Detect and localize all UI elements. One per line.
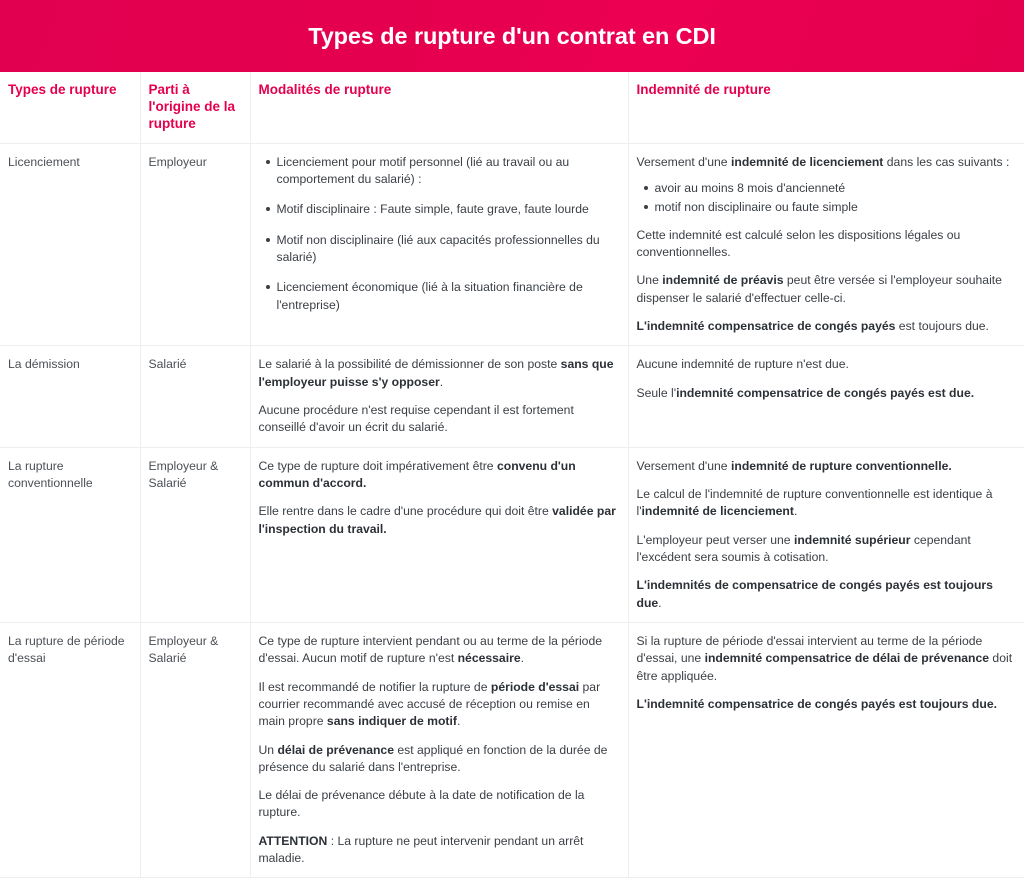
row-modalites-cell	[250, 447, 628, 622]
text-fragment: Il est recommandé de notifier la rupture de	[258, 679, 491, 694]
table-row	[0, 447, 1024, 622]
row-indemnite-cell	[628, 447, 1024, 622]
page-title: Types de rupture d'un contrat en CDI	[308, 22, 716, 49]
text-fragment: Seule l'	[636, 385, 677, 400]
column-header-types: Types de rupture	[0, 72, 140, 143]
text-fragment: .	[793, 504, 798, 519]
row-indemnite-cell	[628, 143, 1024, 346]
text-fragment: est toujours due.	[895, 318, 989, 333]
indemnite-paragraph	[637, 577, 1017, 612]
text-fragment: Une	[636, 273, 663, 288]
text-fragment: cependant l'excédent sera soumis à cotisation.	[636, 532, 971, 564]
modalites-paragraph: Aucune procédure n'est requise cependant il est fortement conseillé d'avoir un écrit du salarié.	[258, 402, 574, 435]
text-fragment: Si la rupture de période d'essai intervient au terme de la période d'essai, une	[636, 633, 983, 666]
column-header-party: Parti à l'origine de la rupture	[140, 72, 250, 143]
row-type-label: La démission	[0, 346, 140, 447]
table-header-row	[0, 72, 1024, 143]
modalites-paragraph	[259, 679, 620, 731]
text-fragment: Elle rentre dans le cadre d'une procédure qui doit être	[258, 504, 553, 519]
list-item: Licenciement économique (lié à la situation financière de l'entreprise)	[277, 279, 620, 314]
text-fragment: Un	[258, 742, 278, 757]
row-party-label: Employeur	[140, 143, 250, 346]
column-header-indemnite: Indemnité de rupture	[628, 72, 1024, 143]
list-item: motif non disciplinaire ou faute simple	[655, 199, 1017, 216]
text-fragment: : La rupture ne peut intervenir pendant un arrêt maladie.	[258, 833, 584, 866]
indemnite-paragraph: Aucune indemnité de rupture n'est due.	[636, 357, 849, 372]
text-emphasis: sans indiquer de motif	[326, 714, 457, 729]
text-fragment: par courrier recommandé avec accusé de réception ou remise en main propre	[258, 679, 601, 729]
text-emphasis: délai de prévenance	[277, 742, 394, 757]
modalites-bullet-list	[259, 154, 620, 314]
modalites-paragraph	[259, 503, 620, 538]
text-fragment: .	[439, 374, 444, 389]
indemnite-paragraph	[637, 532, 1017, 567]
indemnite-paragraph	[637, 458, 1017, 475]
text-emphasis: indemnité de licenciement	[641, 504, 794, 519]
indemnite-intro	[637, 154, 1017, 171]
text-emphasis: L'indemnités de compensatrice de congés payés est toujours due	[636, 578, 993, 610]
text-fragment: doit être appliquée.	[636, 651, 1013, 683]
text-emphasis: indemnité compensatrice de congés payés est due.	[676, 385, 975, 400]
row-party-label: Salarié	[140, 346, 250, 447]
text-emphasis: indemnité de rupture conventionnelle.	[730, 458, 952, 473]
modalites-paragraph	[259, 742, 620, 777]
text-fragment: Ce type de rupture doit impérativement être	[258, 458, 497, 473]
indemnite-paragraph	[637, 385, 1017, 402]
text-fragment: Ce type de rupture intervient pendant ou au terme de la période d'essai. Aucun motif de rupture n'est	[258, 633, 603, 666]
row-type-label: La rupture conventionnelle	[0, 447, 140, 622]
modalites-paragraph	[259, 356, 620, 391]
text-emphasis: L'indemnité compensatrice de congés payés	[636, 318, 896, 333]
text-fragment: Versement d'une	[636, 154, 731, 169]
table-row	[0, 622, 1024, 878]
modalites-paragraph: Le délai de prévenance débute à la date de notification de la rupture.	[258, 788, 585, 820]
indemnite-bullet-list	[637, 180, 1017, 217]
text-fragment: Le calcul de l'indemnité de rupture conventionnelle est identique à l'	[636, 486, 993, 519]
table-header	[0, 72, 1024, 143]
text-fragment: .	[520, 651, 525, 666]
column-header-modalites: Modalités de rupture	[250, 72, 628, 143]
indemnite-paragraph	[637, 318, 1017, 335]
text-fragment: Versement d'une	[636, 458, 731, 473]
list-item: Licenciement pour motif personnel (lié au travail ou au comportement du salarié) :	[277, 154, 620, 189]
indemnite-paragraph	[637, 272, 1017, 307]
text-fragment: L'employeur peut verser une	[636, 532, 794, 547]
list-item: Motif non disciplinaire (lié aux capacités professionnelles du salarié)	[277, 232, 620, 267]
text-emphasis: sans que l'employeur puisse s'y opposer	[258, 357, 614, 389]
row-indemnite-cell	[628, 346, 1024, 447]
row-party-label: Employeur & Salarié	[140, 447, 250, 622]
text-emphasis: convenu d'un commun d'accord.	[258, 458, 576, 490]
text-fragment: peut être versée si l'employeur souhaite dispenser le salarié d'effectuer celle-ci.	[636, 273, 1002, 305]
row-modalites-cell	[250, 346, 628, 447]
table-body	[0, 143, 1024, 878]
text-fragment: Le salarié à la possibilité de démissionner de son poste	[258, 357, 561, 372]
rupture-types-table	[0, 72, 1024, 878]
indemnite-paragraph	[637, 696, 1017, 713]
row-modalites-cell	[250, 622, 628, 878]
text-fragment: .	[456, 714, 461, 729]
list-item: Motif disciplinaire : Faute simple, faute grave, faute lourde	[277, 201, 620, 218]
text-emphasis: nécessaire	[457, 651, 521, 666]
row-type-label: Licenciement	[0, 143, 140, 346]
text-fragment: est appliqué en fonction de la durée de présence du salarié dans l'entreprise.	[258, 742, 608, 774]
row-party-label: Employeur & Salarié	[140, 622, 250, 878]
table-row	[0, 346, 1024, 447]
text-emphasis: indemnité de préavis	[662, 273, 784, 288]
text-fragment: .	[658, 595, 662, 610]
indemnite-paragraph	[637, 486, 1017, 521]
row-indemnite-cell	[628, 622, 1024, 878]
list-item: avoir au moins 8 mois d'ancienneté	[655, 180, 1017, 197]
table-row	[0, 143, 1024, 346]
indemnite-paragraph	[637, 633, 1017, 685]
page-banner	[0, 0, 1024, 72]
text-emphasis: indemnité compensatrice de délai de prévenance	[704, 651, 990, 666]
text-emphasis: indemnité de licenciement	[730, 154, 884, 169]
text-emphasis: période d'essai	[490, 679, 580, 694]
modalites-attention	[259, 833, 620, 868]
modalites-paragraph	[259, 633, 620, 668]
text-emphasis: L'indemnité compensatrice de congés payés est toujours due.	[636, 696, 997, 711]
row-modalites-cell	[250, 143, 628, 346]
text-emphasis: validée par l'inspection du travail.	[258, 504, 616, 536]
text-fragment: dans les cas suivants :	[883, 154, 1010, 169]
text-emphasis: indemnité supérieur	[793, 532, 911, 547]
text-emphasis: ATTENTION	[258, 833, 328, 848]
indemnite-paragraph: Cette indemnité est calculé selon les dispositions légales ou conventionnelles.	[636, 227, 961, 259]
modalites-paragraph	[259, 458, 620, 493]
row-type-label: La rupture de période d'essai	[0, 622, 140, 878]
